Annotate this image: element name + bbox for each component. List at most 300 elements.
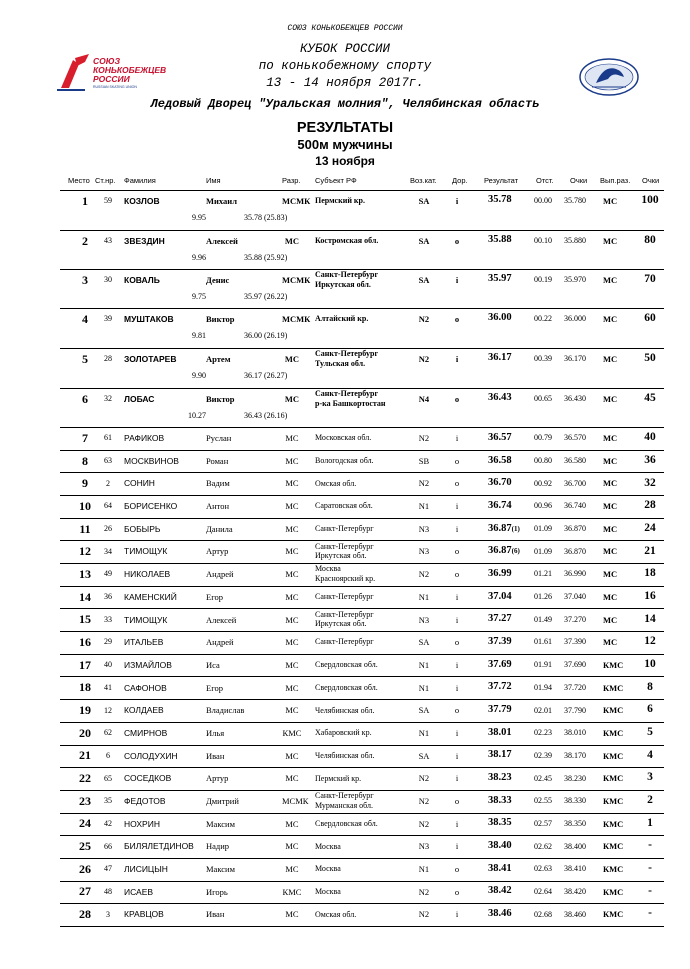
cell-start: 12	[104, 705, 112, 715]
cell-surname: МОСКВИНОВ	[124, 455, 179, 466]
cell-done: МС	[603, 353, 618, 364]
cell-pts: 36.580	[564, 456, 586, 466]
cell-lane: o	[454, 863, 460, 874]
cell-done: МС	[603, 523, 618, 534]
cell-cat: N3	[418, 546, 430, 557]
cell-surname: НИКОЛАЕВ	[124, 569, 171, 580]
cell-half: 36.17 (26.27)	[244, 371, 288, 380]
cell-surname: КОЛДАЕВ	[124, 705, 164, 716]
cell-name: Виктор	[206, 313, 235, 324]
cell-cat: N3	[418, 523, 430, 534]
cell-lane: i	[455, 773, 459, 784]
cell-result: 38.01	[488, 726, 512, 738]
cell-result: 38.41	[488, 862, 512, 874]
cell-rank: КМС	[282, 886, 302, 897]
cell-result: 37.27	[488, 613, 512, 625]
table-row	[60, 881, 664, 904]
cell-surname: КОВАЛЬ	[124, 274, 160, 285]
cell-result: 38.33	[488, 794, 512, 806]
cell-cat: SB	[418, 455, 430, 466]
cell-done: КМС	[603, 841, 624, 852]
cell-gap: 02.01	[534, 705, 552, 715]
cell-region1: Саратовская обл.	[315, 501, 373, 511]
cell-score: -	[648, 907, 652, 920]
cell-score: 21	[644, 544, 656, 557]
cell-result: 38.17	[488, 749, 512, 761]
cell-start: 49	[104, 569, 112, 579]
cell-score: 6	[647, 703, 653, 716]
row-rule	[60, 926, 664, 927]
cell-cat: N2	[418, 433, 430, 444]
cell-rank: МС	[285, 841, 299, 852]
cell-cat: SA	[418, 750, 430, 761]
cell-split: 9.75	[192, 292, 206, 301]
cell-gap: 01.09	[534, 524, 552, 534]
cell-done: МС	[603, 393, 618, 404]
cell-name: Максим	[206, 818, 235, 829]
cell-name: Иса	[206, 659, 220, 670]
cell-result: 35.88	[488, 234, 512, 246]
table-row	[60, 722, 664, 745]
cell-done: МС	[603, 235, 618, 246]
col-name: Имя	[206, 176, 221, 185]
cell-start: 36	[104, 592, 112, 602]
cell-cat: N3	[418, 614, 430, 625]
cell-place: 1	[82, 193, 88, 208]
cell-region2: Иркутская обл.	[315, 619, 367, 629]
cell-rank: МС	[285, 750, 299, 761]
cell-rank: МС	[285, 659, 299, 670]
cell-cat: SA	[418, 274, 430, 285]
cell-result: 37.72	[488, 681, 512, 693]
cell-place: 24	[79, 816, 91, 831]
table-row	[60, 586, 664, 609]
cell-lane: o	[454, 546, 460, 557]
cell-score: 36	[644, 453, 656, 466]
cell-region1: Москва	[315, 886, 341, 896]
col-region: Субъект РФ	[315, 176, 357, 185]
cell-score: 100	[641, 193, 659, 206]
cell-rank: МС	[285, 863, 299, 874]
cell-place: 4	[82, 311, 88, 326]
table-row	[60, 308, 664, 348]
cell-done: КМС	[603, 727, 624, 738]
cell-region1: Алтайский кр.	[315, 314, 369, 324]
cell-gap: 00.65	[534, 394, 552, 404]
cell-name: Егор	[206, 682, 223, 693]
cell-region1: Свердловская обл.	[315, 818, 378, 828]
cell-name: Данила	[206, 523, 233, 534]
cell-start: 48	[104, 886, 112, 896]
cell-name: Артур	[206, 546, 229, 557]
cell-region1: Челябинская обл.	[315, 705, 375, 715]
cell-gap: 01.91	[534, 660, 552, 670]
cell-rank: КМС	[282, 727, 302, 738]
cell-surname: ЛОБАС	[124, 393, 155, 404]
cell-name: Иван	[206, 750, 225, 761]
cell-gap: 02.62	[534, 841, 552, 851]
cell-gap: 01.49	[534, 614, 552, 624]
cell-rank: МС	[285, 523, 299, 534]
cell-place: 3	[82, 272, 88, 287]
cell-done: МС	[603, 455, 618, 466]
cell-name: Илья	[206, 727, 225, 738]
logo-line4: RUSSIAN SKATING UNION	[93, 85, 137, 89]
dates-title: 13 - 14 ноября 2017г.	[266, 76, 424, 90]
cell-cat: N2	[418, 353, 430, 364]
cell-score: 45	[644, 391, 656, 404]
cell-rank: МС	[285, 455, 299, 466]
cell-result: 37.79	[488, 703, 512, 715]
cell-rank: МС	[285, 773, 299, 784]
cell-score: 14	[644, 612, 656, 625]
cell-surname: КРАВЦОВ	[124, 909, 164, 920]
cell-start: 61	[104, 433, 112, 443]
cell-lane: i	[455, 682, 459, 693]
cell-region2: Красноярский кр.	[315, 573, 376, 583]
cell-result: 36.43	[488, 392, 512, 404]
cell-lane: i	[455, 750, 459, 761]
cell-result: 35.97	[488, 273, 512, 285]
cell-region2: р-ка Башкортостан	[315, 398, 386, 408]
event-title: 500м мужчины	[297, 137, 393, 152]
cell-gap: 02.64	[534, 886, 552, 896]
cell-region2: Мурманская обл.	[315, 800, 374, 810]
col-rank: Разр.	[282, 176, 301, 185]
cell-cat: N1	[418, 501, 430, 512]
cell-pts: 35.780	[564, 196, 586, 206]
cell-pts: 36.990	[564, 569, 586, 579]
cell-pts: 38.460	[564, 909, 586, 919]
cell-surname: СОНИН	[124, 478, 155, 489]
cell-gap: 00.79	[534, 433, 552, 443]
cell-name: Артем	[206, 353, 231, 364]
cell-rank: МС	[285, 478, 299, 489]
cell-gap: 00.22	[534, 314, 552, 324]
cell-pts: 36.430	[564, 394, 586, 404]
cell-lane: i	[455, 659, 459, 670]
cell-result: 38.23	[488, 772, 512, 784]
cell-name: Роман	[206, 455, 229, 466]
cell-start: 26	[104, 524, 112, 534]
table-row	[60, 388, 664, 427]
cell-gap: 02.63	[534, 864, 552, 874]
cell-region1: Пермский кр.	[315, 773, 362, 783]
cell-surname: БОБЫРЬ	[124, 523, 161, 534]
cell-gap: 00.10	[534, 236, 552, 246]
cell-lane: i	[455, 841, 459, 852]
cell-rank: МС	[285, 591, 299, 602]
cell-split: 9.90	[192, 371, 206, 380]
table-row	[60, 790, 664, 813]
cell-start: 40	[104, 660, 112, 670]
cell-surname: РАФИКОВ	[124, 433, 165, 444]
cell-cat: N3	[418, 841, 430, 852]
cell-place: 27	[79, 884, 91, 899]
cell-place: 10	[79, 498, 91, 513]
cell-surname: ТИМОЩУК	[124, 546, 168, 557]
cell-rank: МСМК	[282, 313, 311, 324]
cell-gap: 02.39	[534, 750, 552, 760]
cell-score: 32	[644, 476, 656, 489]
cell-name: Руслан	[206, 433, 232, 444]
cell-region1: Санкт-Петербург	[315, 592, 374, 602]
cell-surname: СОЛОДУХИН	[124, 750, 178, 761]
cell-start: 59	[104, 196, 112, 206]
cell-region1: Челябинская обл.	[315, 750, 375, 760]
cell-region1: Санкт-Петербург	[315, 609, 374, 619]
sport-title: по конькобежному спорту	[258, 59, 432, 73]
cell-region1: Хабаровский кр.	[315, 728, 372, 738]
cell-surname: ЛИСИЦЫН	[124, 863, 168, 874]
cell-done: КМС	[603, 773, 624, 784]
cell-lane: i	[455, 909, 459, 920]
cell-done: КМС	[603, 909, 624, 920]
cell-lane: i	[455, 614, 459, 625]
cell-pts: 37.690	[564, 660, 586, 670]
cell-place: 14	[79, 589, 91, 604]
cell-cat: N1	[418, 863, 430, 874]
cell-lane: o	[454, 235, 460, 246]
union-logo	[55, 50, 185, 98]
cell-lane: o	[454, 455, 460, 466]
cell-region1: Свердловская обл.	[315, 660, 378, 670]
cell-surname: БИЛЯЛЕТДИНОВ	[124, 841, 194, 852]
cell-lane: i	[455, 818, 459, 829]
cell-result: 36.99	[488, 567, 512, 579]
cell-region2: Тульская обл.	[315, 358, 366, 368]
cell-rank: МС	[284, 353, 300, 364]
cell-rank: МСМК	[282, 274, 311, 285]
results-title: РЕЗУЛЬТАТЫ	[296, 120, 394, 136]
cell-gap: 02.55	[534, 796, 552, 806]
cell-half: 35.97 (26.22)	[244, 292, 288, 301]
cell-surname: СМИРНОВ	[124, 727, 168, 738]
col-score: Очки	[642, 176, 660, 185]
cell-lane: i	[455, 591, 459, 602]
cell-place: 12	[79, 544, 91, 559]
table-row	[60, 230, 664, 269]
cell-region1: Санкт-Петербург	[315, 349, 379, 358]
cell-score: -	[648, 884, 652, 897]
cell-place: 6	[82, 391, 88, 406]
cell-name: Алексей	[206, 235, 238, 246]
cell-place: 11	[79, 521, 91, 536]
cell-pts: 37.790	[564, 705, 586, 715]
cell-done: КМС	[603, 659, 624, 670]
cell-pts: 35.880	[564, 236, 586, 246]
cell-surname: САФОНОВ	[124, 682, 167, 693]
cell-score: 24	[644, 521, 656, 534]
cell-done: МС	[603, 614, 618, 625]
cell-score: 12	[644, 635, 656, 648]
cell-start: 30	[104, 275, 112, 285]
cell-pts: 37.270	[564, 614, 586, 624]
cell-name: Денис	[206, 274, 230, 285]
cell-pts: 38.350	[564, 818, 586, 828]
table-row	[60, 676, 664, 699]
cell-name: Максим	[206, 863, 235, 874]
cell-lane: i	[455, 274, 459, 285]
cell-name: Виктор	[206, 393, 235, 404]
cell-done: КМС	[603, 750, 624, 761]
cell-score: 4	[647, 748, 653, 761]
cell-score: 80	[644, 233, 656, 246]
result-tiebreak: (6)	[511, 547, 520, 556]
cell-place: 7	[82, 430, 88, 445]
cell-result: 36.87(1)	[488, 522, 520, 534]
cell-half: 35.88 (25.92)	[244, 253, 288, 262]
cell-place: 9	[82, 476, 88, 491]
col-category: Воз.кат.	[410, 176, 437, 185]
cell-lane: o	[454, 393, 460, 404]
cell-rank: МСМК	[282, 795, 309, 806]
cell-score: 8	[647, 680, 653, 693]
cell-surname: ЗОЛОТАРЕВ	[124, 353, 177, 364]
cell-pts: 36.000	[564, 314, 586, 324]
cell-result: 38.40	[488, 840, 512, 852]
cell-name: Михаил	[206, 195, 237, 206]
cell-result: 37.69	[488, 658, 512, 670]
table-row	[60, 563, 664, 586]
cell-score: 28	[644, 499, 656, 512]
table-row	[60, 903, 664, 926]
cell-cat: SA	[418, 637, 430, 648]
union-title: СОЮЗ КОНЬКОБЕЖЦЕВ РОССИИ	[287, 24, 403, 33]
cell-surname: МУШТАКОВ	[124, 313, 174, 324]
cell-start: 3	[106, 909, 110, 919]
cell-score: -	[648, 862, 652, 875]
col-points: Очки	[570, 176, 588, 185]
cell-pts: 36.570	[564, 433, 586, 443]
cell-region1: Санкт-Петербург	[315, 791, 374, 801]
col-start: Ст.нр.	[95, 176, 116, 185]
cell-done: МС	[603, 313, 618, 324]
cell-surname: КОЗЛОВ	[124, 195, 160, 206]
col-place: Место	[68, 176, 90, 185]
cell-region1: Костромская обл.	[315, 236, 379, 246]
cell-place: 2	[82, 233, 88, 248]
table-row	[60, 699, 664, 722]
cell-result: 36.70	[488, 477, 512, 489]
cell-done: МС	[603, 478, 618, 489]
cell-gap: 00.80	[534, 456, 552, 466]
cup-logo	[578, 55, 640, 99]
cell-cat: N2	[418, 818, 430, 829]
col-lane: Дор.	[452, 176, 468, 185]
cell-lane: o	[454, 569, 460, 580]
col-result: Результат	[484, 176, 519, 185]
table-row	[60, 858, 664, 881]
cell-pts: 38.170	[564, 750, 586, 760]
col-done: Вып.раз.	[600, 176, 631, 185]
cell-rank: МС	[285, 682, 299, 693]
cell-place: 18	[79, 680, 91, 695]
cell-result: 35.78	[488, 194, 512, 206]
cell-rank: МС	[285, 546, 299, 557]
cell-lane: i	[455, 727, 459, 738]
cell-pts: 38.330	[564, 796, 586, 806]
cell-rank: МС	[285, 818, 299, 829]
cell-gap: 00.39	[534, 354, 552, 364]
cell-done: МС	[603, 637, 618, 648]
cell-start: 43	[104, 236, 112, 246]
cell-cat: N2	[418, 909, 430, 920]
cell-gap: 02.45	[534, 773, 552, 783]
cell-lane: o	[454, 705, 460, 716]
cell-done: МС	[603, 546, 618, 557]
cell-result: 36.58	[488, 454, 512, 466]
cell-start: 29	[104, 637, 112, 647]
cell-pts: 36.170	[564, 354, 586, 364]
cell-region2: Иркутская обл.	[315, 279, 371, 289]
cell-start: 66	[104, 841, 112, 851]
cell-score: 40	[644, 431, 656, 444]
cell-place: 22	[79, 771, 91, 786]
cell-done: МС	[603, 569, 618, 580]
cell-pts: 35.970	[564, 275, 586, 285]
cell-region1: Москва	[315, 864, 341, 874]
cell-cat: SA	[418, 705, 430, 716]
cell-surname: ФЕДОТОВ	[124, 795, 166, 806]
cell-pts: 37.040	[564, 592, 586, 602]
cell-place: 19	[79, 703, 91, 718]
cell-name: Надир	[206, 841, 230, 852]
cell-surname: КАМЕНСКИЙ	[124, 591, 177, 602]
cell-place: 5	[82, 351, 88, 366]
cell-start: 28	[104, 354, 112, 364]
cell-cat: N2	[418, 569, 430, 580]
table-row	[60, 540, 664, 563]
cell-region2: Иркутская обл.	[315, 551, 367, 561]
cell-gap: 01.94	[534, 682, 552, 692]
logo-line2: КОНЬКОБЕЖЦЕВ	[93, 65, 167, 75]
cell-start: 64	[104, 501, 112, 511]
cell-score: -	[648, 839, 652, 852]
cell-region1: Омская обл.	[315, 909, 357, 919]
cell-done: КМС	[603, 886, 624, 897]
cell-surname: ИСАЕВ	[124, 886, 154, 897]
cell-gap: 02.68	[534, 909, 552, 919]
cell-rank: МС	[285, 569, 299, 580]
cell-start: 34	[104, 546, 112, 556]
cell-score: 1	[647, 816, 653, 829]
cell-result: 37.39	[488, 635, 512, 647]
cell-lane: i	[455, 195, 459, 206]
cell-lane: o	[454, 637, 460, 648]
cup-emblem-icon	[578, 55, 640, 99]
cell-pts: 37.720	[564, 682, 586, 692]
cell-split: 9.96	[192, 253, 206, 262]
cell-result: 36.74	[488, 499, 512, 511]
cell-surname: ТИМОЩУК	[124, 614, 168, 625]
cell-gap: 02.23	[534, 728, 552, 738]
cell-lane: i	[455, 523, 459, 534]
cell-cat: N1	[418, 682, 430, 693]
cell-start: 42	[104, 818, 112, 828]
cell-done: КМС	[603, 863, 624, 874]
cell-score: 18	[644, 567, 656, 580]
cell-lane: i	[455, 353, 459, 364]
cell-start: 6	[106, 750, 110, 760]
cell-place: 20	[79, 725, 91, 740]
cell-name: Дмитрий	[206, 795, 239, 806]
result-tiebreak: (1)	[511, 524, 520, 533]
cell-rank: МС	[285, 705, 299, 716]
table-row	[60, 450, 664, 473]
cell-start: 47	[104, 864, 112, 874]
cell-cat: N2	[418, 478, 430, 489]
